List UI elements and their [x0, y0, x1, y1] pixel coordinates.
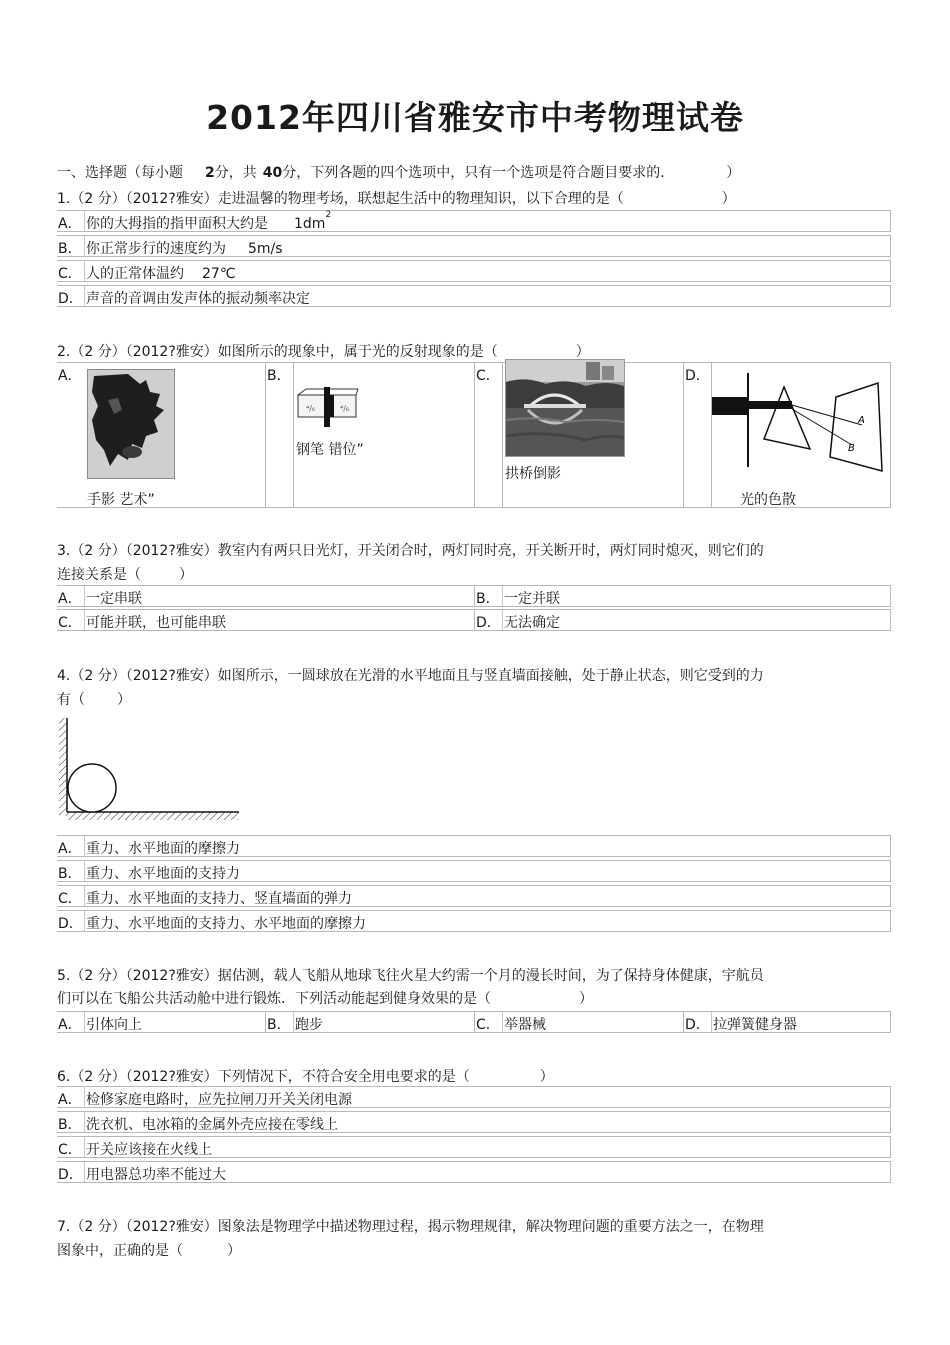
- option-label: C．: [58, 266, 82, 282]
- prism-dispersion-diagram: [712, 367, 888, 475]
- option-label: B．: [267, 368, 291, 384]
- option-text: 重力、水平地面的支持力: [86, 866, 240, 882]
- option-label: A．: [58, 841, 82, 857]
- option-label: A．: [58, 216, 82, 232]
- q5-stem-line-1: 5.（2 分）（2012?雅安）据估测，载人飞船从地球飞往火星大约需一个月的漫长时间，为了保持身体健康，宇航员: [57, 968, 764, 984]
- option-label: A．: [58, 1017, 82, 1033]
- option-caption: 手影 艺术”: [87, 492, 155, 508]
- option-value: 27℃: [202, 266, 236, 282]
- option-text: 你的大拇指的指甲面积大约是: [86, 216, 268, 232]
- option-text: 举器械: [504, 1017, 546, 1033]
- q6-option-a[interactable]: [57, 1086, 891, 1108]
- section-text-3: 分，下列各题的四个选项中，只有一个选项是符合题目要求的．: [282, 165, 675, 181]
- q3-option-b[interactable]: [475, 586, 890, 606]
- q1-close: ）: [721, 191, 736, 207]
- option-text: 一定并联: [504, 591, 560, 607]
- q2-option-b[interactable]: [266, 363, 474, 507]
- section-text-1: 一、选择题（每小题: [57, 165, 183, 181]
- shadow-hand-image: [87, 369, 175, 479]
- q7-stem-text: 图象中，正确的是（: [57, 1243, 183, 1259]
- q7-stem-line-1: 7.（2 分）（2012?雅安）图象法是物理学中描述物理过程，揭示物理规律，解决物理问题的重要方法之一，在物理: [57, 1219, 764, 1235]
- option-text: 无法确定: [504, 615, 560, 631]
- q5-option-b[interactable]: [266, 1012, 474, 1032]
- option-label: D．: [685, 1017, 710, 1033]
- option-label: B．: [58, 1117, 82, 1133]
- option-text: 洗衣机、电冰箱的金属外壳应接在零线上: [86, 1117, 338, 1133]
- option-text: 你正常步行的速度约为: [86, 241, 226, 257]
- option-label: B．: [58, 866, 82, 882]
- q4-option-a[interactable]: [57, 835, 891, 857]
- q2-stem: [57, 341, 590, 361]
- pen-glass-image: [296, 387, 360, 427]
- option-label: B．: [58, 241, 82, 257]
- svg-text:⁴/₆: ⁴/₆: [306, 404, 316, 413]
- q2-close: ）: [575, 344, 590, 360]
- option-text: 可能并联，也可能串联: [86, 615, 226, 631]
- option-label: D．: [58, 291, 83, 307]
- option-label: D．: [685, 368, 710, 384]
- option-text: 用电器总功率不能过大: [86, 1167, 226, 1183]
- option-sup: 2: [325, 210, 332, 220]
- q6-close: ）: [539, 1069, 554, 1085]
- section-text-2: 分，共: [214, 165, 257, 181]
- q1-stem: [57, 188, 736, 208]
- q4-stem-line-1: 4.（2 分）（2012?雅安）如图所示，一圆球放在光滑的水平地面且与竖直墙面接触，处于静止状态，则它受到的力: [57, 668, 764, 684]
- q1-option-a[interactable]: [57, 210, 891, 232]
- section-points: 2: [205, 165, 215, 181]
- q4-option-c[interactable]: [57, 885, 891, 907]
- option-label: C．: [58, 891, 82, 907]
- q6-stem: [57, 1066, 554, 1086]
- section-heading: [57, 162, 740, 182]
- ball-wall-diagram: [57, 718, 241, 824]
- q5-option-a[interactable]: [57, 1012, 265, 1032]
- q6-stem-text: 6.（2 分）（2012?雅安）下列情况下，不符合安全用电要求的是（: [57, 1069, 470, 1085]
- q4-option-d[interactable]: [57, 910, 891, 932]
- q6-option-d[interactable]: [57, 1161, 891, 1183]
- option-text: 跑步: [295, 1017, 323, 1033]
- q5-options-row: [57, 1011, 891, 1033]
- q5-option-d[interactable]: [684, 1012, 890, 1032]
- q7-close: ）: [227, 1243, 241, 1259]
- q3-stem-text: 连接关系是（: [57, 567, 141, 583]
- option-label: D．: [58, 916, 83, 932]
- q2-option-a[interactable]: [57, 363, 265, 507]
- q3-stem-line-1: 3.（2 分）（2012?雅安）教室内有两只日光灯，开关闭合时，两灯同时亮，开关断开时，两灯同时熄灭，则它们的: [57, 543, 764, 559]
- q2-options-table: [57, 362, 891, 508]
- q6-option-c[interactable]: [57, 1136, 891, 1158]
- option-caption: 光的色散: [740, 492, 796, 508]
- q1-option-b[interactable]: [57, 235, 891, 257]
- option-caption: 拱桥倒影: [505, 466, 561, 482]
- option-text: 引体向上: [86, 1017, 142, 1033]
- option-label: A．: [58, 591, 82, 607]
- option-text: 人的正常体温约: [86, 266, 184, 282]
- option-label: D．: [476, 615, 501, 631]
- option-caption: 钢笔 错位”: [296, 442, 364, 458]
- q3-stem-line-2: [57, 564, 193, 584]
- q1-option-c[interactable]: [57, 260, 891, 282]
- option-label: C．: [58, 1142, 82, 1158]
- option-value: 5m/s: [248, 241, 283, 257]
- option-label: C．: [58, 615, 82, 631]
- q5-stem-line-2: [57, 988, 593, 1008]
- option-text: 开关应该接在火线上: [86, 1142, 212, 1158]
- page-title: 2012年四川省雅安市中考物理试卷: [206, 98, 744, 137]
- q3-option-c[interactable]: [57, 610, 474, 630]
- q3-option-d[interactable]: [475, 610, 890, 630]
- q5-close: ）: [579, 991, 593, 1007]
- option-label: B．: [476, 591, 500, 607]
- option-label: A．: [58, 368, 82, 384]
- option-text: 拉弹簧健身器: [713, 1017, 797, 1033]
- option-text: 重力、水平地面的支持力、竖直墙面的弹力: [86, 891, 352, 907]
- q3-options-row-2: [57, 609, 891, 631]
- q4-stem-text: 有（: [57, 692, 85, 708]
- option-text: 检修家庭电路时，应先拉闸刀开关关闭电源: [86, 1092, 352, 1108]
- q1-stem-text: 1.（2 分）（2012?雅安）走进温馨的物理考场，联想起生活中的物理知识，以下合理的是（: [57, 191, 624, 207]
- q1-option-d[interactable]: [57, 285, 891, 307]
- q6-option-b[interactable]: [57, 1111, 891, 1133]
- q4-option-b[interactable]: [57, 860, 891, 882]
- q4-stem-line-2: [57, 689, 131, 709]
- option-label: A．: [58, 1092, 82, 1108]
- option-label: C．: [476, 368, 500, 384]
- q5-option-c[interactable]: [475, 1012, 683, 1032]
- prism-label-b: B: [848, 443, 855, 454]
- section-close: ）: [726, 165, 741, 181]
- option-label: C．: [476, 1017, 500, 1033]
- q2-option-d[interactable]: [684, 363, 890, 507]
- option-text: 声音的音调由发声体的振动频率决定: [86, 291, 310, 307]
- bridge-reflection-image: [505, 359, 625, 457]
- q4-close: ）: [117, 692, 131, 708]
- svg-text:⁴/₆: ⁴/₆: [340, 404, 350, 413]
- q2-stem-text: 2.（2 分）（2012?雅安）如图所示的现象中，属于光的反射现象的是（: [57, 344, 498, 360]
- prism-label-a: A: [858, 415, 865, 426]
- option-text: 重力、水平地面的支持力、水平地面的摩擦力: [86, 916, 366, 932]
- option-value: 1dm: [294, 216, 326, 232]
- q3-close: ）: [179, 567, 193, 583]
- q7-stem-line-2: [57, 1240, 241, 1260]
- option-label: B．: [267, 1017, 291, 1033]
- option-text: 重力、水平地面的摩擦力: [86, 841, 240, 857]
- q2-option-c[interactable]: [475, 363, 683, 507]
- option-text: 一定串联: [86, 591, 142, 607]
- q3-options-row-1: [57, 585, 891, 607]
- section-total: 40: [262, 165, 283, 181]
- q3-option-a[interactable]: [57, 586, 474, 606]
- q5-stem-text: 们可以在飞船公共活动舱中进行锻炼．下列活动能起到健身效果的是（: [57, 991, 491, 1007]
- option-label: D．: [58, 1167, 83, 1183]
